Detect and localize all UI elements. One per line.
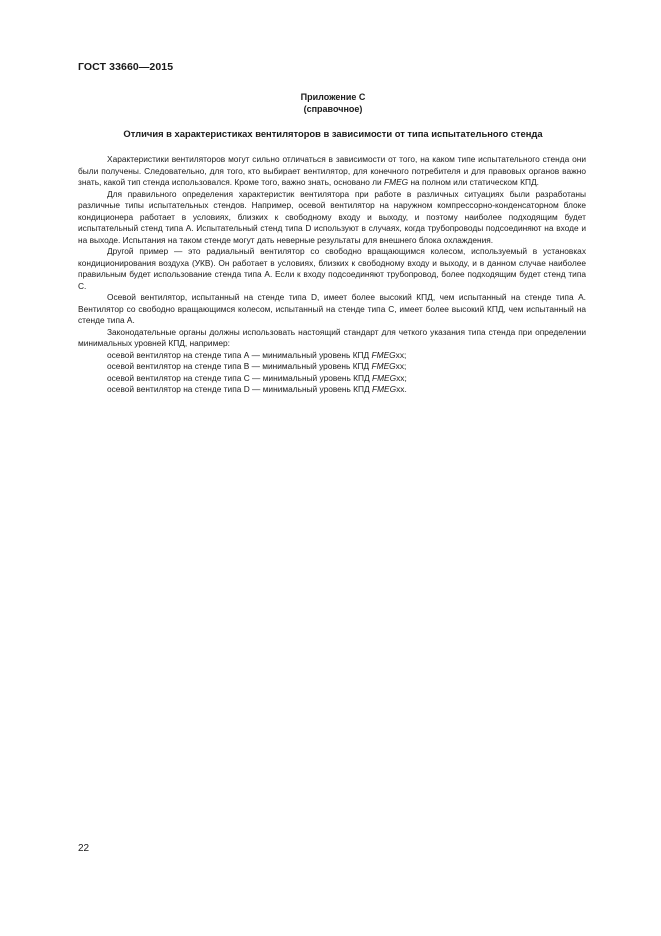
paragraph: Характеристики вентиляторов могут сильно отличаться в зависимости от того, на каком типе испытательного стенда они были получены. Следовательно, для того, кто выбирает вентилятор, для конечного потребителя и для правовых органов важно знать, какой тип стенда использовался. Кроме того, важно знать, основано ли FMEG на полном или статическом КПД. — [78, 154, 586, 187]
list-item: осевой вентилятор на стенде типа В — минимальный уровень КПД FMEGxx; — [107, 361, 407, 371]
paragraph: Законодательные органы должны использовать настоящий стандарт для четкого указания типа стенда при определении минимальных уровней КПД, например: — [78, 326, 586, 348]
list-item: осевой вентилятор на стенде типа А — минимальный уровень КПД FMEGxx; — [107, 349, 407, 360]
list-item: осевой вентилятор на стенде типа С — минимальный уровень КПД FMEGxx; — [107, 372, 407, 383]
appendix-subtitle: (справочное) — [303, 104, 363, 114]
document-id: ГОСТ 33660—2015 — [78, 61, 174, 73]
body-text — [78, 154, 586, 396]
list-item: осевой вентилятор на стенде типа D — минимальный уровень КПД FMEGxx. — [107, 384, 407, 394]
page-number: 22 — [78, 843, 90, 854]
appendix-block — [78, 91, 588, 115]
paragraph: Для правильного определения характеристик вентилятора при работе в различных ситуациях были разработаны различные типы испытательных стендов. Например, осевой вентилятор на наружном компрессорно-конденсаторном блоке кондиционера работает в условиях, близких к свободному входу и выходу, и поэтому наиболее подходящим будет испытательный стенд типа А. Испытательный стенд типа D используют в случаях, когда трубопроводы подсоединяют на входе и на выходе. Испытания на таком стенде могут дать неверные результаты для внешнего блока охлаждения. — [78, 188, 586, 245]
paragraph: Другой пример — это радиальный вентилятор со свободно вращающимся колесом, используемый в установках кондиционирования воздуха (УКВ). Он работает в условиях, близких к свободному входу и выходу, и в данном случае наиболее правильным будет использование стенда типа А. Если к входу подсоединяют трубопровод, более подходящим будет стенд типа С. — [78, 246, 586, 291]
paragraph: Осевой вентилятор, испытанный на стенде типа D, имеет более высокий КПД, чем испытанный на стенде типа А. Вентилятор со свободно вращающимся колесом, испытанный на стенде типа С, имеет более высокий КПД, чем испытанный на стенде типа А. — [78, 292, 586, 325]
section-heading: Отличия в характеристиках вентиляторов в зависимости от типа испытательного стенда — [123, 128, 543, 139]
appendix-title: Приложение С — [300, 92, 366, 102]
